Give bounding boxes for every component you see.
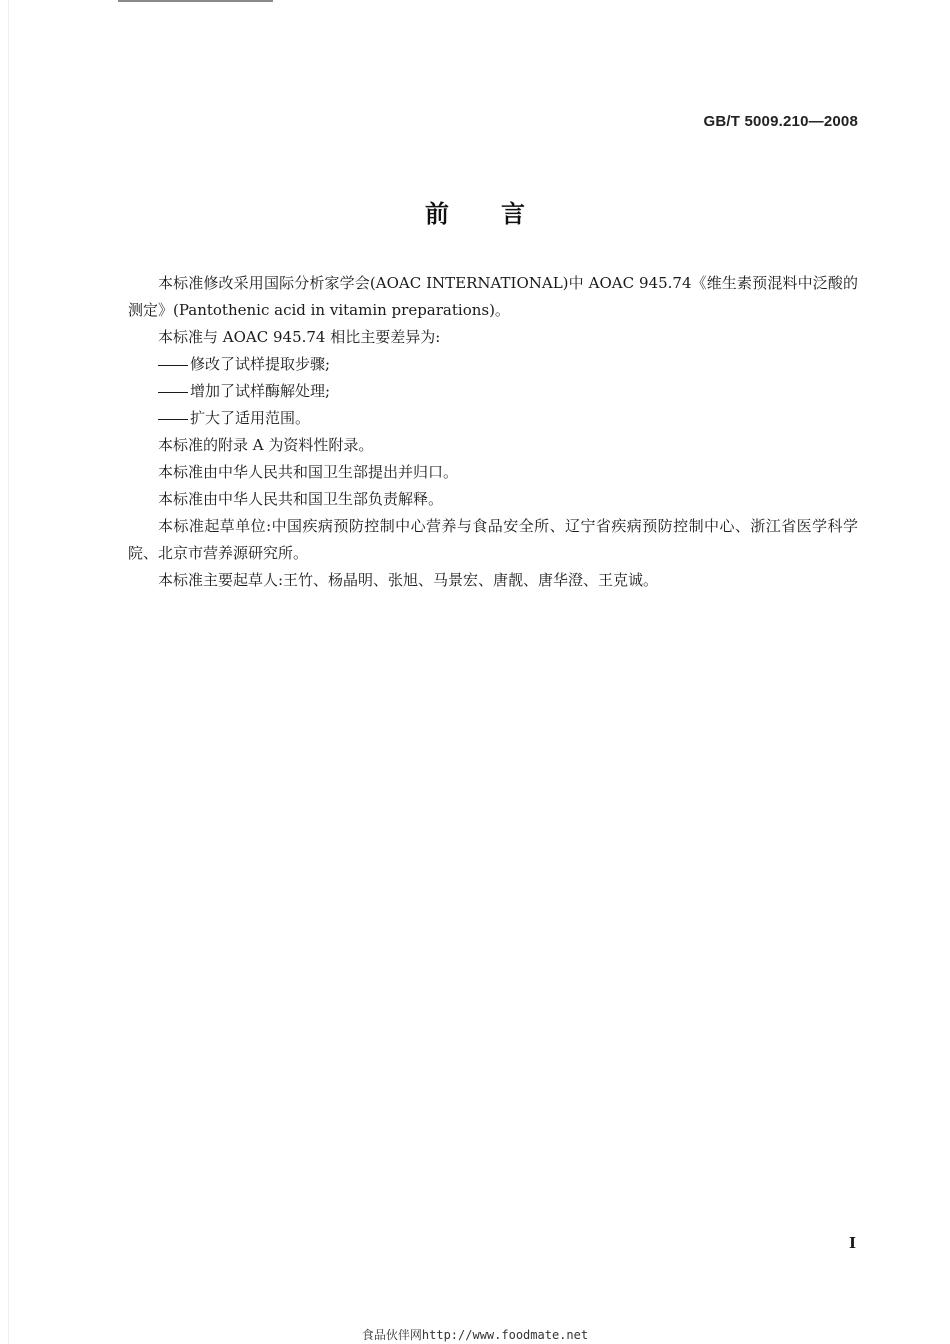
paragraph: [128, 513, 858, 567]
page-number: I: [848, 1234, 856, 1252]
paragraph: [128, 486, 858, 513]
page-title: 前言: [425, 200, 577, 228]
paragraph-text: 增加了试样酶解处理;: [190, 382, 331, 400]
paragraph-text: 扩大了适用范围。: [190, 409, 311, 427]
paragraph-text: 本标准由中华人民共和国卫生部负责解释。: [158, 490, 444, 508]
paragraph: [128, 270, 858, 324]
paragraph-text: 本标准的附录 A 为资料性附录。: [158, 436, 374, 454]
paragraph: [128, 567, 858, 594]
paragraph: [128, 324, 858, 351]
paragraph: [128, 432, 858, 459]
paragraph-dash-item: [128, 378, 858, 405]
standard-number: GB/T 5009.210—2008: [703, 113, 858, 130]
paragraph-text: 本标准起草单位:中国疾病预防控制中心营养与食品安全所、辽宁省疾病预防控制中心、浙江省医学科学院、北京市营养源研究所。: [128, 517, 858, 562]
em-dash: [158, 419, 188, 420]
foreword-body: [128, 270, 858, 594]
paragraph: [128, 459, 858, 486]
paragraph-text: 本标准修改采用国际分析家学会(AOAC INTERNATIONAL)中 AOAC 945.74《维生素预混料中泛酸的测定》(Pantothenic acid in vitamin preparations)。: [128, 274, 858, 319]
paragraph-text: 本标准由中华人民共和国卫生部提出并归口。: [158, 463, 459, 481]
top-rule-line: [118, 0, 273, 2]
em-dash: [158, 365, 188, 366]
paragraph-dash-item: [128, 351, 858, 378]
paragraph-text: 本标准与 AOAC 945.74 相比主要差异为:: [158, 328, 441, 346]
footer-watermark: 食品伙伴网http://www.foodmate.net: [361, 1328, 589, 1342]
paragraph-text: 修改了试样提取步骤;: [190, 355, 331, 373]
em-dash: [158, 392, 188, 393]
paragraph-dash-item: [128, 405, 858, 432]
paragraph-text: 本标准主要起草人:王竹、杨晶明、张旭、马景宏、唐靓、唐华澄、王克诚。: [158, 571, 659, 589]
